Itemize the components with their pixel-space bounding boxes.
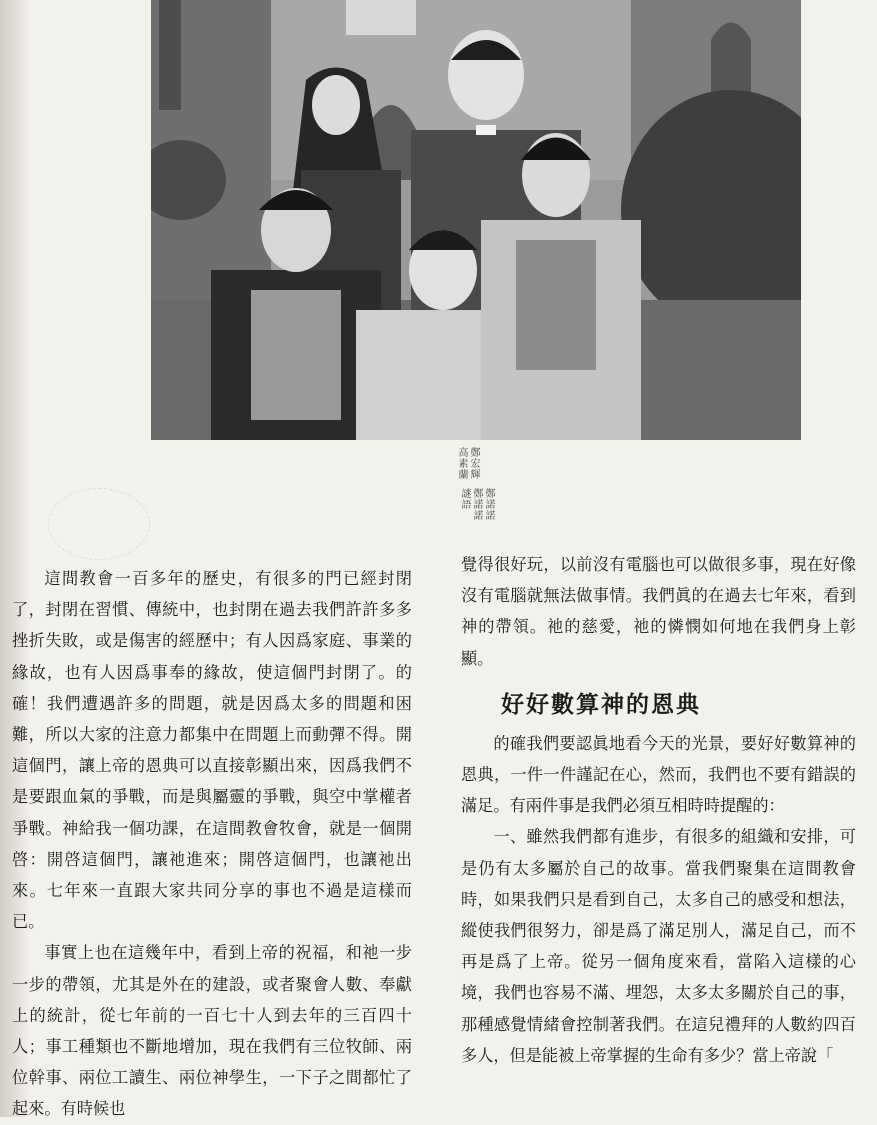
caption-line: 高素蘭: [456, 447, 467, 480]
paragraph: 的確我們要認眞地看今天的光景，要好好數算神的恩典，一件一件謹記在心，然而，我們也不要有錯誤的滿足。有兩件事是我們必須互相時時提醒的：: [461, 733, 856, 816]
photo-caption: [455, 447, 527, 480]
caption-line: 謎語: [459, 488, 470, 510]
paragraph: 這間教會一百多年的歷史，有很多的門已經封閉了，封閉在習慣、傳統中，也封閉在過去我們許許多多挫折失敗，或是傷害的經歷中；有人因爲家庭、事業的緣故，也有人因爲事奉的緣故，使這個門封閉了。的確！我們遭遇許多的問題，就是因爲太多的問題和困難，所以大家的注意力都集中在問題上而動彈不得。開這個門，讓上帝的恩典可以直接彰顯出來，因爲我們不是要跟血氣的爭戰，而是與屬靈的爭戰，與空中掌權者爭戰。神給我一個功課，在這間教會牧會，就是一個開啓：開啓這個門，讓祂進來；開啓這個門，也讓祂出來。七年來一直跟大家共同分享的事也不過是這樣而已。: [12, 569, 412, 932]
section-heading: 好好數算神的恩典: [501, 691, 701, 718]
paragraph: 一、雖然我們都有進步，有很多的組織和安排，可是仍有太多屬於自己的故事。當我們聚集在這間教會時，如果我們只是看到自己，太多自己的感受和想法，縱使我們很努力，卻是爲了滿足別人，滿足自己，而不再是爲了上帝。從另一個角度來看，當陷入這樣的心境，我們也容易不滿、埋怨，太多太多關於自己的事，那種感覺情緒會控制著我們。在這兒禮拜的人數約四百多人，但是能被上帝掌握的生命有多少？當上帝說「: [461, 827, 856, 1065]
paper-smudge: [48, 488, 150, 560]
paragraph: 事實上也在這幾年中，看到上帝的祝福，和祂一步一步的帶領，尤其是外在的建設，或者聚會人數、奉獻上的統計，從七年前的一百七十人到去年的三百四十人；事工種類也不斷地增加，現在我們有三位牧師、兩位幹事、兩位工讀生、兩位神學生，一下子之間都忙了起來。有時候也: [12, 943, 412, 1119]
caption-line: 鄭宏輝: [468, 447, 479, 480]
article-right-column: [461, 549, 856, 1071]
paragraph: 覺得很好玩，以前沒有電腦也可以做很多事，現在好像沒有電腦就無法做事情。我們眞的在過去七年來，看到神的帶領。祂的慈愛，祂的憐憫如何地在我們身上彰顯。: [461, 555, 856, 668]
caption-line: 鄭諾諾: [471, 488, 482, 521]
article-left-column: [12, 563, 412, 1125]
photo-caption-names: [458, 488, 554, 521]
caption-line: 鄭諾諾: [483, 488, 494, 521]
family-photo: [151, 0, 801, 440]
family-photo-icon: [151, 0, 801, 440]
